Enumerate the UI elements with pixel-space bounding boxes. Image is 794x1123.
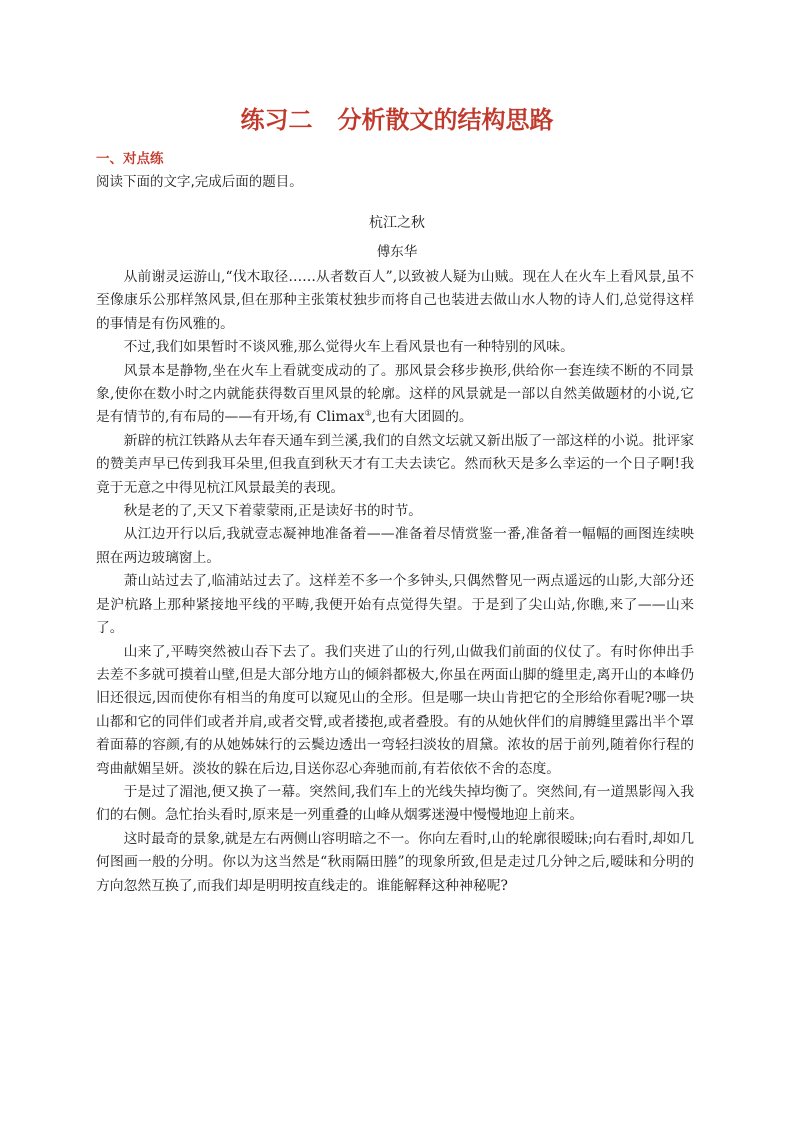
article-body — [96, 266, 694, 898]
paragraph: 萧山站过去了,临浦站过去了。这样差不多一个多钟头,只偶然瞥见一两点遥远的山影,大部分还是沪杭路上那种紧接地平线的平畴,我便开始有点觉得失望。于是到了尖山站,你瞧,来了——山来了。 — [96, 573, 694, 637]
paragraph: 不过,我们如果暂时不谈风雅,那么觉得火车上看风景也有一种特别的风味。 — [123, 339, 574, 356]
section-heading: 一、对点练 — [96, 151, 164, 167]
paragraph: 新辟的杭江铁路从去年春天通车到兰溪,我们的自然文坛就又新出版了一部这样的小说。批评家的赞美声早已传到我耳朵里,但我直到秋天才有工夫去读它。然而秋天是多么幸运的一个日子啊!我竟于无意之中得见杭江风景最美的表现。 — [96, 432, 694, 496]
paragraph: 风景本是静物,坐在火车上看就变成动的了。那风景会移步换形,供给你一套连续不断的不同景象,使你在数小时之内就能获得数百里风景的轮廓。这样的风景就是一部以自然美做题材的小说,它是有情节的,有布局的——有开场,有 Climax①,也有大团圆的。 — [96, 362, 694, 426]
paragraph: 这时最奇的景象,就是左右两侧山容明暗之不一。你向左看时,山的轮廓很暧昧;向右看时,却如几何图画一般的分明。你以为这当然是“秋雨隔田塍”的现象所致,但是走过几分钟之后,暧昧和分明的方向忽然互换了,而我们却是明明按直线走的。谁能解释这种神秘呢? — [96, 830, 694, 894]
article-author: 傅东华 — [376, 244, 418, 260]
article-title: 杭江之秋 — [369, 215, 425, 231]
page-title: 练习二 分析散文的结构思路 — [240, 106, 554, 134]
instruction-text: 阅读下面的文字,完成后面的题目。 — [96, 174, 303, 190]
footnote-marker[interactable]: ① — [364, 408, 372, 418]
paragraph: 秋是老的了,天又下着蒙蒙雨,正是读好书的时节。 — [123, 503, 423, 520]
paragraph: 山来了,平畴突然被山吞下去了。我们夹进了山的行列,山做我们前面的仪仗了。有时你伸出手去差不多就可摸着山壁,但是大部分地方山的倾斜都极大,你虽在两面山脚的缝里走,离开山的本峰仍旧还很远,因而使你有相当的角度可以窥见山的全形。但是哪一块山肯把它的全形给你看呢?哪一块山都和它的同伴们或者并肩,或者交臂,或者搂抱,或者叠股。有的从她伙伴们的肩膊缝里露出半个罩着面幕的容颜,有的从她姊妹行的云鬓边透出一弯轻扫淡妆的眉黛。浓妆的居于前列,随着你行程的弯曲献媚呈妍。淡妆的躲在后边,目送你忍心奔驰而前,有若依依不舍的态度。 — [96, 643, 694, 777]
paragraph: 于是过了湄池,便又换了一幕。突然间,我们车上的光线失掉均衡了。突然间,有一道黑影闯入我们的右侧。急忙抬头看时,原来是一列重叠的山峰从烟雾迷漫中慢慢地迎上前来。 — [96, 783, 694, 824]
paragraph: 从江边开行以后,我就壹志凝神地准备着——准备着尽情赏鉴一番,准备着一幅幅的画图连续映照在两边玻璃窗上。 — [96, 526, 694, 566]
paragraph: 从前谢灵运游山,“伐木取径……从者数百人”,以致被人疑为山贼。现在人在火车上看风景,虽不至像康乐公那样煞风景,但在那种主张策杖独步而将自己也装进去做山水人物的诗人们,总觉得这样的事情是有伤风雅的。 — [96, 269, 694, 332]
